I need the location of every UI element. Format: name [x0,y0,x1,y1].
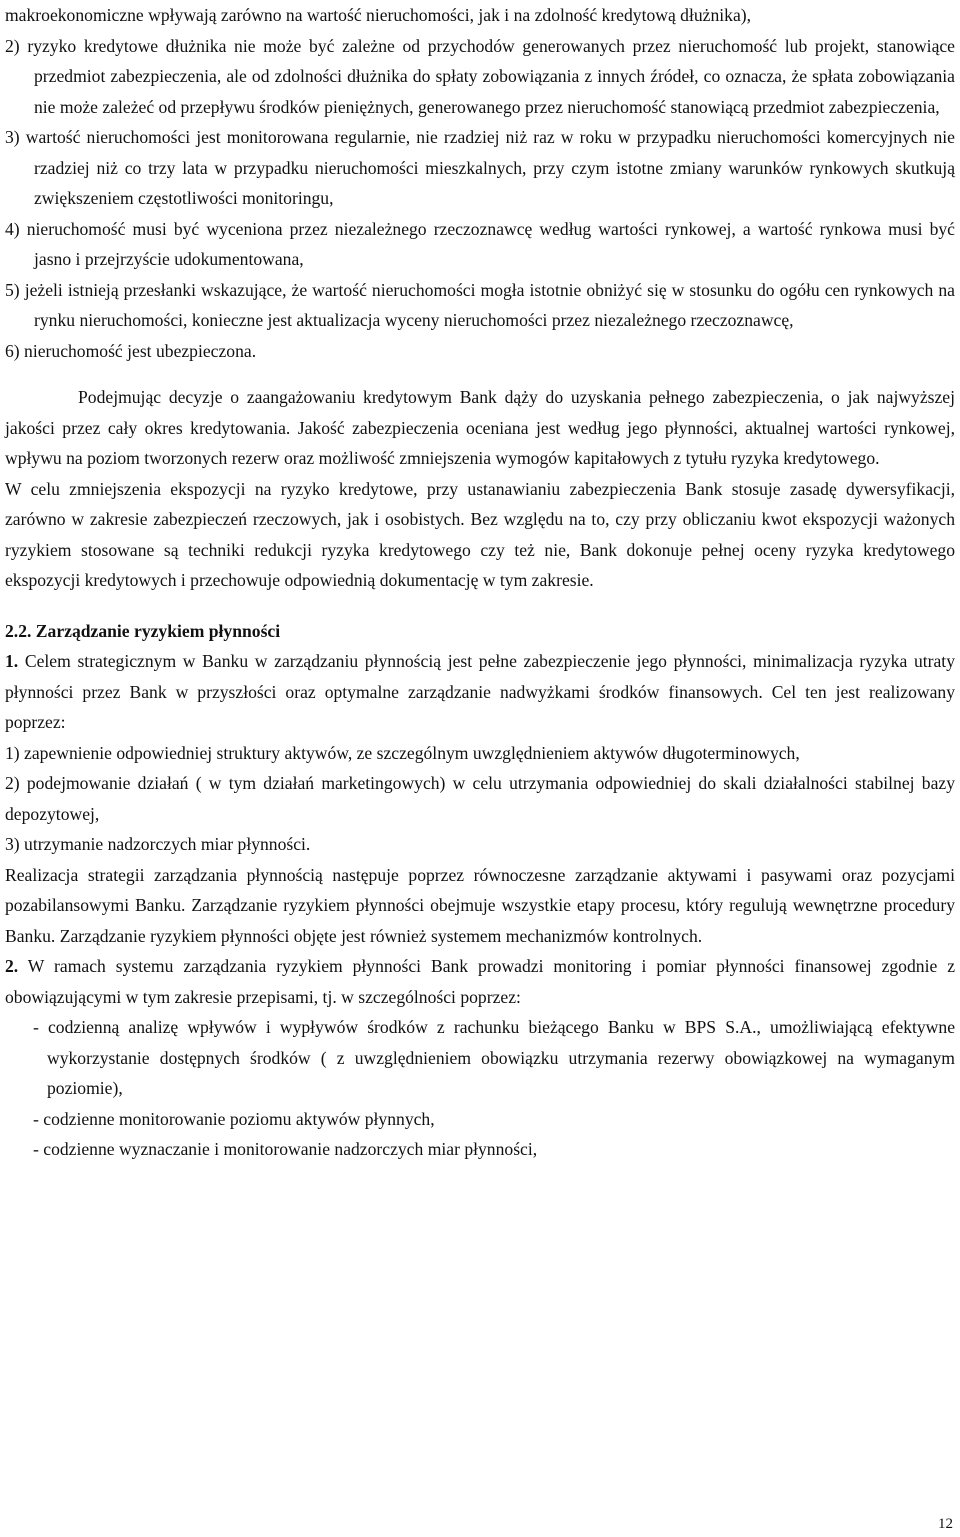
paragraph-monitoring [5,951,955,1012]
dash-list-item: - codzienne monitorowanie poziomu aktywów płynnych, [33,1108,435,1129]
section-heading: 2.2. Zarządzanie ryzykiem płynności [5,620,281,641]
paragraph-diversification: W celu zmniejszenia ekspozycji na ryzyko kredytowe, przy ustanawianiu zabezpieczenia Bank stosuje zasadę dywersyfikacji, zarówno w zakresie zabezpieczeń rzeczowych, jak i osobistych. Bez względu na to, czy przy obliczaniu kwot ekspozycji ważonych ryzykiem stosowane są techniki redukcji ryzyka kredytowego czy też nie, Bank dokonuje pełnej oceny ryzyka kredytowego ekspozycji kredytowych i przechowuje odpowiednią dokumentację w tym zakresie. [5,478,955,590]
page-number: 12 [938,1516,953,1532]
list-item: 3) utrzymanie nadzorczych miar płynności. [5,834,311,854]
dash-list-item: - codzienną analizę wpływów i wypływów środków z rachunku bieżącego Banku w BPS S.A., umożliwiającą efektywne wykorzystanie dostępnych środków ( z uwzględnieniem obowiązku utrzymania rezerwy obowiązkowej na wymaganym poziomie), [33,1017,955,1098]
list-item: 5) jeżeli istnieją przesłanki wskazujące, że wartość nieruchomości mogła istotnie obniżyć się w stosunku do ogółu cen rynkowych na rynku nieruchomości, konieczne jest aktualizacja wyceny nieruchomości przez niezależnego rzeczoznawcę, [5,279,955,330]
list-item: 4) nieruchomość musi być wyceniona przez niezależnego rzeczoznawcę według wartości rynkowej, a wartość rynkowa musi być jasno i przejrzyście udokumentowana, [5,218,955,269]
list-item: 6) nieruchomość jest ubezpieczona. [5,340,257,361]
paragraph-text: Celem strategicznym w Banku w zarządzaniu płynnością jest pełne zabezpieczenie jego płynności, minimalizacja ryzyka utraty płynności przez Bank w przyszłości oraz optymalne zarządzanie nadwyżkami środków finansowych. Cel ten jest realizowany poprzez: [5,651,955,732]
paragraph-number: 1. [5,651,19,671]
paragraph-realization: Realizacja strategii zarządzania płynnością następuje poprzez równoczesne zarządzanie aktywami i pasywami oraz pozycjami pozabilansowymi Banku. Zarządzanie ryzykiem płynności obejmuje wszystkie etapy procesu, który regulują wewnętrzne procedury Banku. Zarządzanie ryzykiem płynności objęte jest również systemem mechanizmów kontrolnych. [5,864,955,946]
document-page [5,0,955,1165]
list-item: 2) ryzyko kredytowe dłużnika nie może być zależne od przychodów generowanych przez nieruchomość lub projekt, stanowiące przedmiot zabezpieczenia, ale od zdolności dłużnika do spłaty zobowiązania z innych źródeł, co oznacza, że spłata zobowiązania nie może zależeć od przepływu środków pieniężnych, generowanego przez nieruchomość stanowiącą przedmiot zabezpieczenia, [5,35,955,117]
paragraph-strategy [5,646,955,738]
paragraph-text: W ramach systemu zarządzania ryzykiem płynności Bank prowadzi monitoring i pomiar płynności finansowej zgodnie z obowiązującymi w tym zakresie przepisami, tj. w szczególności poprzez: [5,956,955,1007]
list-item: 1) zapewnienie odpowiedniej struktury aktywów, ze szczególnym uwzględnieniem aktywów długoterminowych, [5,742,800,763]
continuation-text: makroekonomiczne wpływają zarówno na wartość nieruchomości, jak i na zdolność kredytową dłużnika), [5,5,752,25]
paragraph-collateral: Podejmując decyzje o zaangażowaniu kredytowym Bank dąży do uzyskania pełnego zabezpieczenia, o jak najwyższej jakości przez cały okres kredytowania. Jakość zabezpieczenia oceniana jest według jego płynności, aktualnej wartości rynkowej, wpływu na poziom tworzonych rezerw oraz możliwość zmniejszenia wymogów kapitałowych z tytułu ryzyka kredytowego. [5,387,955,468]
dash-list-item: - codzienne wyznaczanie i monitorowanie nadzorczych miar płynności, [33,1139,538,1159]
list-item: 2) podejmowanie działań ( w tym działań marketingowych) w celu utrzymania odpowiedniej do skali działalności stabilnej bazy depozytowej, [5,773,955,824]
list-item: 3) wartość nieruchomości jest monitorowana regularnie, nie rzadziej niż raz w roku w przypadku nieruchomości komercyjnych nie rzadziej niż co trzy lata w przypadku nieruchomości mieszkalnych, przy czym istotne zmiany warunków rynkowych skutkują zwiększeniem częstotliwości monitoringu, [5,127,955,208]
paragraph-number: 2. [5,956,19,976]
